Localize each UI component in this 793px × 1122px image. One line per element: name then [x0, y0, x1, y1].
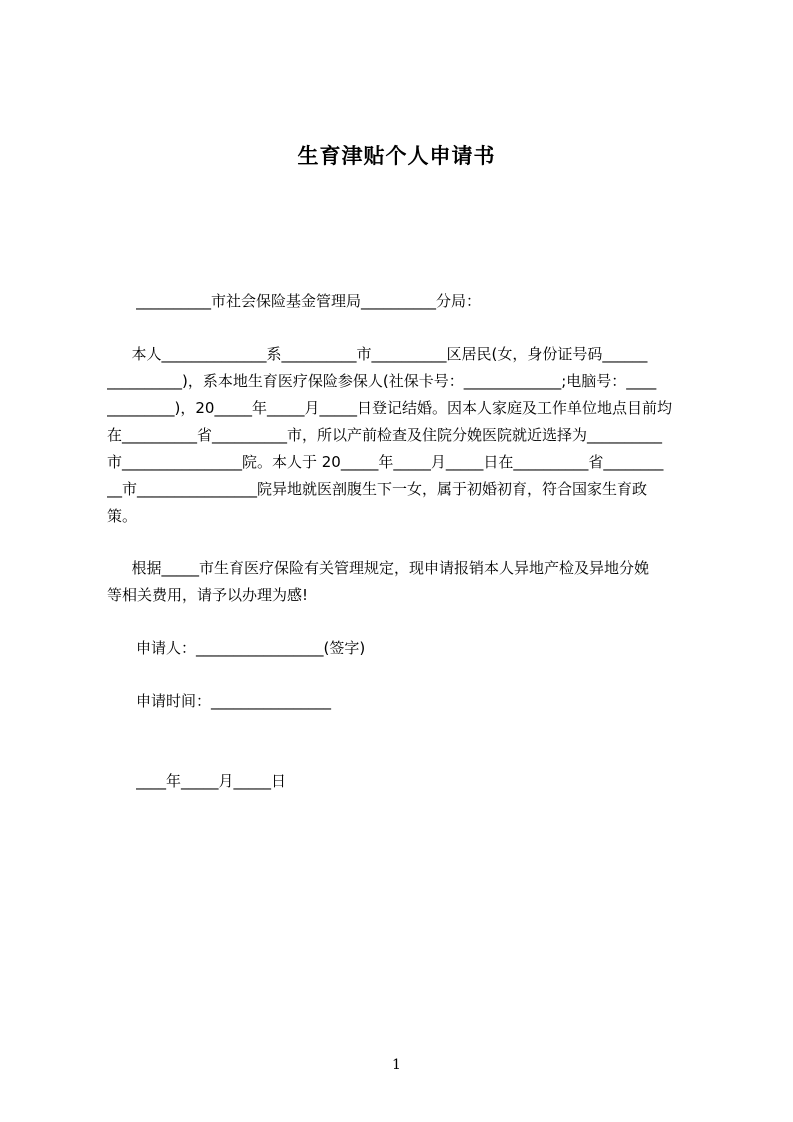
applicant-signature-line: 申请人：_________________(签字)	[136, 639, 366, 657]
page-number: 1	[392, 1057, 401, 1073]
apply-time-line: 申请时间：________________	[136, 692, 332, 710]
paragraph1-line-4: 在__________省__________市，所以产前检查及住院分娩医院就近选择为__________	[107, 426, 663, 444]
salutation-line: __________市社会保险基金管理局__________分局：	[136, 292, 482, 310]
paragraph1-line-7: 策。	[107, 507, 138, 525]
date-line: ____年_____月_____日	[136, 772, 287, 790]
paragraph1-line-1: 本人______________系__________市__________区居民(女，身份证号码______	[122, 345, 648, 363]
document-title: 生育津贴个人申请书	[297, 144, 496, 168]
paragraph1-line-3: _________)，20_____年_____月_____日登记结婚。因本人家庭及工作单位地点目前均	[107, 399, 672, 417]
paragraph2-line-2: 等相关费用，请予以办理为感!	[107, 586, 309, 604]
paragraph1-line-5: 市________________院。本人于 20_____年_____月_____日在__________省________	[107, 453, 664, 471]
paragraph1-line-6: __市________________院异地就医剖腹生下一女，属于初婚初育，符合国家生育政	[107, 480, 648, 498]
paragraph1-line-2: __________)，系本地生育医疗保险参保人(社保卡号：_____________;电脑号：____	[107, 372, 657, 390]
paragraph2-line-1: 根据_____市生育医疗保险有关管理规定，现申请报销本人异地产检及异地分娩	[122, 559, 650, 577]
